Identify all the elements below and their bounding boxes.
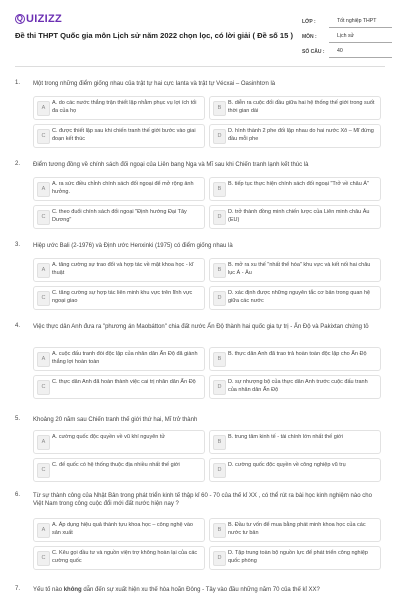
- question-text: Việc thực dân Anh đưa ra "phương án Maobátton" chia đất nước Ấn Độ thành hai quốc gia tự trị - Ấn Độ và Pakixtan chứng tỏ: [33, 324, 369, 330]
- question-number: 4.: [15, 323, 21, 329]
- question-text: Hiệp ước Bali (2-1976) và Định ước Henxinki (1975) có điểm giống nhau là: [33, 243, 233, 249]
- option-text: C. tăng cường sự hợp tác liên minh khu vực trên lĩnh vực ngoại giao: [52, 290, 193, 304]
- option-letter: C: [37, 380, 50, 395]
- question-number: 5.: [15, 416, 21, 422]
- option-a[interactable]: [33, 177, 205, 201]
- meta-value: 40: [329, 46, 392, 58]
- option-text: C. đế quốc có hệ thống thuộc địa nhiều nhất thế giới: [52, 462, 180, 468]
- option-letter: A: [37, 435, 50, 450]
- option-letter: C: [37, 129, 50, 144]
- option-letter: A: [37, 101, 50, 116]
- option-text: A. cuộc đấu tranh đòi độc lập của nhân dân Ấn Độ đã giành thắng lợi hoàn toàn: [52, 351, 198, 365]
- option-text: B. trung tâm kinh tế - tài chính lớn nhất thế giới: [228, 434, 343, 440]
- option-text: A. Áp dụng hiệu quả thành tựu khoa học – công nghệ vào sản xuất: [52, 522, 193, 536]
- option-b[interactable]: [209, 96, 381, 120]
- option-letter: A: [37, 523, 50, 538]
- option-letter: A: [37, 263, 50, 278]
- option-text: D. hình thành 2 phe đối lập nhau do hai nước Xô – Mĩ đứng đầu mỗi phe: [228, 128, 374, 142]
- option-text: B. tiếp tục thực hiện chính sách đối ngoại "Trở về châu Á": [228, 181, 369, 187]
- meta-value: Lịch sử: [329, 31, 392, 43]
- option-text: B. mở ra xu thế "nhất thể hóa" khu vực và kết nối hai châu lục Á - Âu: [228, 262, 371, 276]
- option-text: D. cường quốc độc quyền về công nghiệp vũ trụ: [228, 462, 346, 468]
- page-title: Đề thi THPT Quốc gia môn Lịch sử năm 2022 chọn lọc, có lời giải ( Đề số 15 ): [15, 31, 293, 40]
- option-a[interactable]: [33, 347, 205, 371]
- option-letter: D: [213, 551, 226, 566]
- emphasis-word: không: [63, 587, 82, 593]
- question-text: Một trong những điểm giống nhau của trật tự hai cực Ianta và trật tự Vécxai – Oasinhtơn là: [33, 81, 276, 87]
- option-text: A. tăng cường sự trao đổi và hợp tác về mặt khoa học - kĩ thuật: [52, 262, 194, 276]
- option-c[interactable]: [33, 458, 205, 482]
- option-text: D. Tập trung toàn bộ nguồn lực để phát triển công nghiệp quốc phòng: [228, 550, 368, 564]
- option-a[interactable]: [33, 96, 205, 120]
- option-c[interactable]: [33, 205, 205, 229]
- option-letter: B: [213, 263, 226, 278]
- meta-label: MÔN :: [302, 33, 317, 40]
- option-b[interactable]: [209, 177, 381, 201]
- question-text: Yếu tố nào không dẫn đến sự xuất hiện xu thế hòa hoãn Đông - Tây vào đầu những năm 70 của thế kỉ XX?: [33, 587, 320, 593]
- option-letter: A: [37, 182, 50, 197]
- option-letter: B: [213, 182, 226, 197]
- option-letter: D: [213, 210, 226, 225]
- option-d[interactable]: [209, 546, 381, 570]
- option-text: C. được thiết lập sau khi chiến tranh thế giới bước vào giai đoạn kết thúc: [52, 128, 196, 142]
- option-b[interactable]: [209, 347, 381, 371]
- meta-value: Tốt nghiệp THPT: [329, 16, 392, 28]
- option-text: B. thực dân Anh đã trao trả hoàn toàn độc lập cho Ấn Độ: [228, 351, 367, 357]
- option-letter: D: [213, 129, 226, 144]
- option-d[interactable]: [209, 458, 381, 482]
- option-letter: B: [213, 352, 226, 367]
- option-letter: D: [213, 380, 226, 395]
- option-a[interactable]: [33, 518, 205, 542]
- question-number: 7.: [15, 586, 21, 592]
- option-b[interactable]: [209, 430, 381, 454]
- question-number: 3.: [15, 242, 21, 248]
- option-text: C. theo đuổi chính sách đối ngoại "Định hướng Đại Tây Dương": [52, 209, 187, 223]
- meta-row-count: [302, 44, 392, 59]
- option-b[interactable]: [209, 518, 381, 542]
- option-text: A. ra sức điều chỉnh chính sách đối ngoại để mở rộng ảnh hưởng.: [52, 181, 194, 195]
- meta-box: [302, 14, 392, 59]
- question-number: 1.: [15, 80, 21, 86]
- logo-q-icon: Q: [16, 14, 24, 23]
- option-letter: C: [37, 551, 50, 566]
- option-c[interactable]: [33, 546, 205, 570]
- quizizz-logo: Q UIZIZZ: [16, 13, 63, 25]
- header-divider: [15, 66, 385, 67]
- option-a[interactable]: [33, 258, 205, 282]
- question-number: 6.: [15, 492, 21, 498]
- question-text: Từ sự thành công của Nhật Bản trong phát triển kinh tế thập kỉ 60 - 70 của thế kỉ XX , có thể rút ra bài học kinh nghiệm nào cho Việt Nam trong công cuộc đổi mới đất nước hiện nay ?: [33, 493, 372, 508]
- option-d[interactable]: [209, 205, 381, 229]
- option-text: C. thực dân Anh đã hoàn thành việc cai trị nhân dân Ấn Độ: [52, 379, 196, 385]
- question-text: Khoảng 20 năm sau Chiến tranh thế giới thứ hai, Mĩ trở thành: [33, 417, 198, 423]
- option-text: B. diễn ra cuộc đối đầu giữa hai hệ thống thế giới trong suốt thời gian dài: [228, 100, 375, 114]
- meta-row-class: [302, 14, 392, 29]
- option-text: C. Kêu gọi đầu tư và nguồn viện trợ không hoàn lại của các cường quốc: [52, 550, 198, 564]
- option-d[interactable]: [209, 124, 381, 148]
- option-text: D. xác định được những nguyên tắc cơ bản trong quan hệ giữa các nước: [228, 290, 371, 304]
- option-text: D. sự nhượng bộ của thực dân Anh trước cuộc đấu tranh của nhân dân Ấn Độ: [228, 379, 368, 393]
- question-text: Điểm tương đồng về chính sách đối ngoại của Liên bang Nga và Mĩ sau khi Chiến tranh lạnh kết thúc là: [33, 162, 309, 168]
- option-c[interactable]: [33, 286, 205, 310]
- option-letter: D: [213, 291, 226, 306]
- option-text: A. do các nước thắng trận thiết lập nhằm phục vụ lợi ích tối đa của họ: [52, 100, 197, 114]
- option-text: D. trở thành đồng minh chiến lược của Liên minh châu Âu (EU): [228, 209, 370, 223]
- option-letter: D: [213, 463, 226, 478]
- option-letter: A: [37, 352, 50, 367]
- option-letter: C: [37, 291, 50, 306]
- meta-label: SỐ CÂU :: [302, 48, 325, 55]
- option-c[interactable]: [33, 124, 205, 148]
- option-d[interactable]: [209, 375, 381, 399]
- option-letter: B: [213, 435, 226, 450]
- option-a[interactable]: [33, 430, 205, 454]
- option-letter: C: [37, 210, 50, 225]
- option-text: A. cường quốc độc quyền về vũ khí nguyên tử: [52, 434, 166, 440]
- option-b[interactable]: [209, 258, 381, 282]
- option-letter: B: [213, 101, 226, 116]
- option-d[interactable]: [209, 286, 381, 310]
- option-c[interactable]: [33, 375, 205, 399]
- meta-label: LỚP :: [302, 18, 316, 25]
- meta-row-subject: [302, 29, 392, 44]
- option-letter: C: [37, 463, 50, 478]
- option-text: B. Đầu tư vốn để mua bằng phát minh khoa học của các nước tư bản: [228, 522, 366, 536]
- option-letter: B: [213, 523, 226, 538]
- question-number: 2.: [15, 161, 21, 167]
